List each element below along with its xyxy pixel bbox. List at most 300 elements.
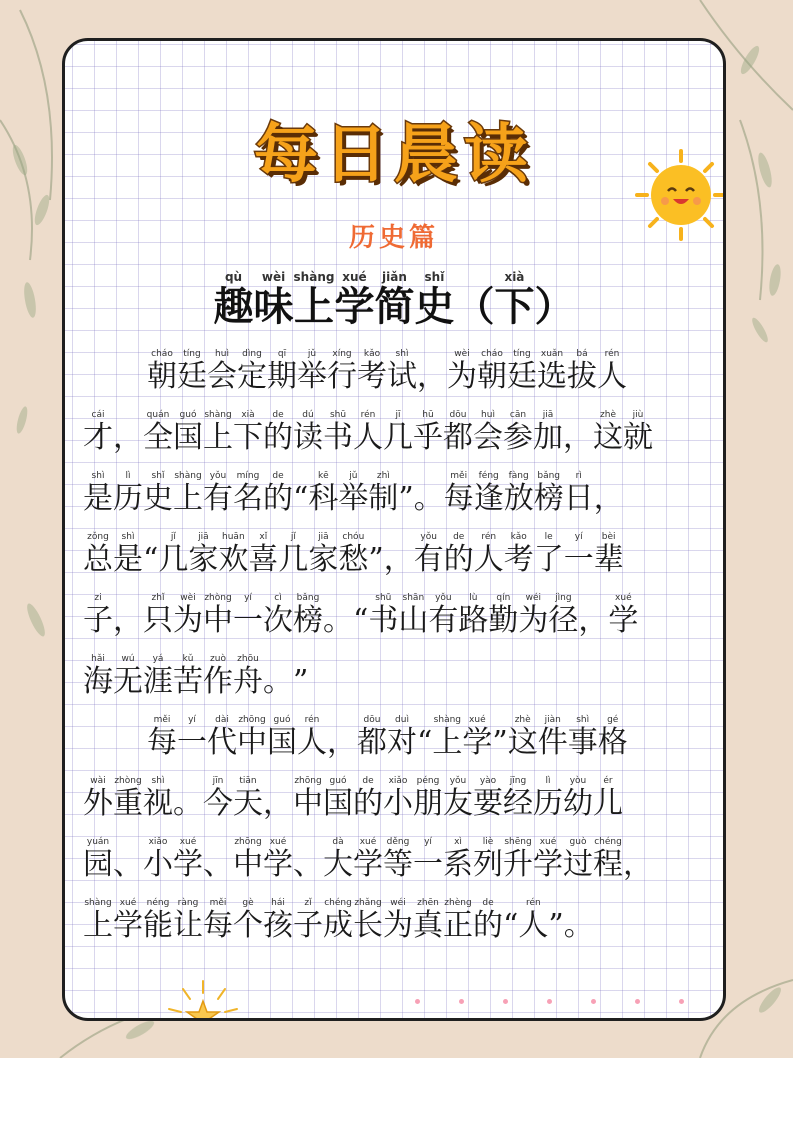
body-char: 升shēng: [503, 837, 533, 882]
body-char: 一yí: [563, 532, 594, 577]
body-pinyin: de: [263, 410, 293, 420]
body-char: “: [503, 908, 518, 943]
body-char: 正zhèng: [443, 898, 473, 943]
body-char: 欢huān: [218, 532, 249, 577]
body-char: 学xué: [608, 593, 639, 638]
body-char: 孩hái: [263, 898, 293, 943]
body-pinyin: fàng: [503, 471, 534, 481]
body-pinyin: shì: [143, 776, 173, 786]
body-pinyin: cháo: [477, 349, 507, 359]
body-pinyin: [578, 593, 608, 603]
body-char: 学xué: [173, 837, 203, 882]
body-pinyin: yǒu: [443, 776, 473, 786]
body-pinyin: zhèng: [443, 898, 473, 908]
body-char: 对duì: [387, 715, 417, 760]
body-char: 为wéi: [518, 593, 549, 638]
body-char: 是shì: [113, 532, 143, 577]
body-char: 。: [263, 664, 293, 699]
body-pinyin: [323, 593, 353, 603]
text-line: [83, 471, 624, 517]
body-pinyin: měi: [203, 898, 233, 908]
body-pinyin: zǐ: [293, 898, 323, 908]
body-char: 学xué: [263, 837, 293, 882]
body-pinyin: hū: [413, 410, 443, 420]
body-char: 大dà: [323, 837, 353, 882]
body-pinyin: liè: [473, 837, 503, 847]
body-char: 中zhōng: [237, 715, 267, 760]
body-char: 中zhōng: [293, 776, 323, 821]
heading-pinyin: shǐ: [414, 270, 455, 284]
body-pinyin: xià: [233, 410, 263, 420]
body-char: ，: [594, 481, 624, 516]
body-pinyin: duì: [387, 715, 417, 725]
heading-char: 简jiǎn: [374, 270, 415, 330]
text-line: [147, 349, 627, 395]
body-pinyin: xué: [462, 715, 493, 725]
body-char: 制zhì: [368, 471, 399, 516]
text-line: [83, 654, 308, 700]
body-pinyin: dài: [207, 715, 237, 725]
body-char: 。: [564, 908, 594, 943]
body-pinyin: huān: [218, 532, 249, 542]
body-char: 过guò: [563, 837, 593, 882]
body-pinyin: cì: [263, 593, 293, 603]
body-pinyin: dà: [323, 837, 353, 847]
body-char: ，: [384, 542, 414, 577]
body-char: 长zhǎng: [353, 898, 383, 943]
body-char: 上shàng: [173, 471, 203, 516]
body-char: 小xiǎo: [383, 776, 413, 821]
body-pinyin: [293, 471, 308, 481]
article-heading: [65, 271, 723, 332]
body-char: 苦kǔ: [173, 654, 203, 699]
heading-pinyin: [534, 270, 574, 284]
body-pinyin: bǎng: [293, 593, 323, 603]
body-pinyin: [263, 776, 293, 786]
body-pinyin: [113, 593, 143, 603]
body-pinyin: yǒu: [428, 593, 459, 603]
body-pinyin: jǐ: [158, 532, 189, 542]
body-char: 格gé: [597, 715, 628, 760]
body-pinyin: guó: [173, 410, 203, 420]
body-pinyin: rén: [597, 349, 627, 359]
body-pinyin: jǔ: [297, 349, 327, 359]
body-pinyin: xiǎo: [383, 776, 413, 786]
body-char: 读dú: [293, 410, 323, 455]
page-title: [65, 103, 723, 195]
body-pinyin: shàng: [432, 715, 463, 725]
body-pinyin: cái: [83, 410, 113, 420]
body-pinyin: yí: [413, 837, 443, 847]
body-char: 书shū: [368, 593, 399, 638]
body-char: “: [293, 481, 308, 516]
body-char: 全quán: [143, 410, 173, 455]
body-char: 都dōu: [443, 410, 473, 455]
body-pinyin: guò: [563, 837, 593, 847]
heading-pinyin: jiǎn: [374, 270, 415, 284]
body-char: 重zhòng: [113, 776, 143, 821]
body-pinyin: xuǎn: [537, 349, 567, 359]
body-pinyin: shì: [387, 349, 417, 359]
body-pinyin: shì: [113, 532, 143, 542]
body-pinyin: ér: [593, 776, 623, 786]
body-char: 试shì: [387, 349, 417, 394]
body-pinyin: ràng: [173, 898, 203, 908]
body-char: “: [417, 725, 432, 760]
body-char: 国guó: [323, 776, 353, 821]
heading-pinyin: wèi: [253, 270, 294, 284]
body-char: 等děng: [383, 837, 413, 882]
heading-char: 上shàng: [293, 270, 335, 330]
body-pinyin: kǎo: [357, 349, 387, 359]
body-char: 乎hū: [413, 410, 443, 455]
body-char: 次cì: [263, 593, 293, 638]
body-pinyin: bǎng: [533, 471, 564, 481]
body-char: 视shì: [143, 776, 173, 821]
page-title-text: 每日晨读: [254, 118, 534, 192]
body-char: 拔bá: [567, 349, 597, 394]
body-pinyin: wéi: [383, 898, 413, 908]
body-pinyin: bèi: [593, 532, 624, 542]
body-pinyin: tíng: [507, 349, 537, 359]
body-pinyin: dōu: [357, 715, 387, 725]
body-pinyin: rì: [563, 471, 594, 481]
body-char: ”: [398, 481, 413, 516]
body-char: 一yí: [413, 837, 443, 882]
body-pinyin: shàng: [203, 410, 233, 420]
body-char: 国guó: [173, 410, 203, 455]
body-char: 榜bǎng: [293, 593, 323, 638]
heading-char: ）: [534, 283, 574, 330]
body-pinyin: [564, 898, 594, 908]
body-pinyin: [143, 532, 158, 542]
body-char: 列liè: [473, 837, 503, 882]
body-char: 科kē: [308, 471, 339, 516]
body-char: 总zǒng: [83, 532, 113, 577]
body-pinyin: guó: [323, 776, 353, 786]
heading-char: 趣qù: [213, 270, 254, 330]
body-char: 每měi: [147, 715, 177, 760]
body-pinyin: jīng: [503, 776, 533, 786]
body-char: 作zuò: [203, 654, 233, 699]
body-char: ，: [113, 603, 143, 638]
body-pinyin: [353, 593, 368, 603]
body-pinyin: zhè: [507, 715, 538, 725]
body-pinyin: chéng: [323, 898, 353, 908]
body-pinyin: guó: [267, 715, 297, 725]
body-pinyin: zhōng: [237, 715, 267, 725]
body-pinyin: quán: [143, 410, 173, 420]
body-char: 几jǐ: [158, 532, 189, 577]
body-pinyin: yǒu: [413, 532, 444, 542]
body-pinyin: [113, 837, 143, 847]
body-pinyin: [263, 654, 293, 664]
body-char: 天tiān: [233, 776, 263, 821]
body-char: 加jiā: [533, 410, 563, 455]
body-pinyin: shàng: [83, 898, 113, 908]
body-char: 园yuán: [83, 837, 113, 882]
body-char: 径jìng: [548, 593, 579, 638]
heading-pinyin: xué: [334, 270, 375, 284]
body-pinyin: rén: [518, 898, 549, 908]
body-pinyin: shū: [323, 410, 353, 420]
body-char: 只zhǐ: [143, 593, 173, 638]
body-pinyin: [293, 654, 308, 664]
text-line: [83, 776, 623, 822]
text-line: [147, 715, 628, 761]
body-pinyin: jǐ: [278, 532, 309, 542]
body-char: 有yǒu: [413, 532, 444, 577]
body-char: 、: [293, 847, 323, 882]
body-char: 廷tíng: [177, 349, 207, 394]
body-char: 朝cháo: [147, 349, 177, 394]
heading-char: （: [454, 283, 494, 330]
body-pinyin: kǎo: [503, 532, 534, 542]
body-char: 上shàng: [83, 898, 113, 943]
body-pinyin: dìng: [237, 349, 267, 359]
body-char: 为wèi: [173, 593, 203, 638]
body-pinyin: zhè: [593, 410, 623, 420]
body-char: 真zhēn: [413, 898, 443, 943]
body-pinyin: xì: [443, 837, 473, 847]
body-char: 学xué: [462, 715, 493, 760]
body-pinyin: zhì: [368, 471, 399, 481]
body-char: 儿ér: [593, 776, 623, 821]
text-line: [83, 532, 624, 578]
body-char: ”: [548, 908, 563, 943]
body-char: 海hǎi: [83, 654, 113, 699]
body-pinyin: zuò: [203, 654, 233, 664]
body-char: ，: [263, 786, 293, 821]
body-char: 事shì: [567, 715, 598, 760]
body-pinyin: lì: [533, 776, 563, 786]
body-pinyin: [417, 715, 432, 725]
body-char: 让ràng: [173, 898, 203, 943]
body-char: 举jǔ: [297, 349, 327, 394]
body-pinyin: qín: [488, 593, 519, 603]
body-pinyin: xǐ: [248, 532, 279, 542]
body-pinyin: yá: [143, 654, 173, 664]
body-char: ”: [368, 542, 383, 577]
heading-pinyin: xià: [494, 270, 535, 284]
body-char: 逢féng: [473, 471, 504, 516]
body-char: 人rén: [597, 349, 627, 394]
body-pinyin: de: [443, 532, 474, 542]
body-pinyin: xué: [113, 898, 143, 908]
body-char: 日rì: [563, 471, 594, 516]
body-pinyin: wéi: [518, 593, 549, 603]
body-pinyin: zhōu: [233, 654, 263, 664]
body-char: 。: [414, 481, 444, 516]
body-pinyin: zhēn: [413, 898, 443, 908]
body-pinyin: [492, 715, 507, 725]
body-char: ，: [327, 725, 357, 760]
body-char: 学xué: [353, 837, 383, 882]
sun-icon: [635, 149, 726, 245]
body-pinyin: bá: [567, 349, 597, 359]
body-pinyin: de: [473, 898, 503, 908]
body-pinyin: [503, 898, 518, 908]
body-pinyin: huì: [207, 349, 237, 359]
body-pinyin: xué: [263, 837, 293, 847]
body-char: 放fàng: [503, 471, 534, 516]
body-pinyin: xíng: [327, 349, 357, 359]
body-char: 幼yòu: [563, 776, 593, 821]
body-char: 子zǐ: [293, 898, 323, 943]
body-pinyin: rén: [297, 715, 327, 725]
body-char: 的de: [353, 776, 383, 821]
body-pinyin: [398, 471, 413, 481]
body-pinyin: měi: [147, 715, 177, 725]
body-pinyin: zi: [83, 593, 113, 603]
body-pinyin: zhǎng: [353, 898, 383, 908]
body-char: 会huì: [473, 410, 503, 455]
body-char: ，: [113, 420, 143, 455]
body-pinyin: [173, 776, 203, 786]
body-char: 名míng: [233, 471, 263, 516]
body-char: ，: [417, 359, 447, 394]
body-pinyin: néng: [143, 898, 173, 908]
body-char: 都dōu: [357, 715, 387, 760]
text-line: [83, 837, 653, 883]
body-char: 有yǒu: [428, 593, 459, 638]
body-pinyin: yòu: [563, 776, 593, 786]
body-char: “: [143, 542, 158, 577]
body-pinyin: gé: [597, 715, 628, 725]
body-char: 每měi: [203, 898, 233, 943]
body-pinyin: chóu: [338, 532, 369, 542]
body-pinyin: [623, 837, 653, 847]
body-pinyin: měi: [443, 471, 474, 481]
body-char: 下xià: [233, 410, 263, 455]
body-pinyin: shì: [567, 715, 598, 725]
body-pinyin: [563, 410, 593, 420]
text-line: [83, 593, 638, 639]
body-char: 就jiù: [623, 410, 653, 455]
heading-char: 学xué: [334, 270, 375, 330]
body-pinyin: jìng: [548, 593, 579, 603]
body-char: 要yào: [473, 776, 503, 821]
body-char: 人rén: [353, 410, 383, 455]
body-char: 路lù: [458, 593, 489, 638]
body-pinyin: de: [263, 471, 293, 481]
body-pinyin: zhōng: [233, 837, 263, 847]
body-char: 是shì: [83, 471, 113, 516]
body-char: “: [353, 603, 368, 638]
body-char: 参cān: [503, 410, 533, 455]
body-char: 程chéng: [593, 837, 623, 882]
body-pinyin: xué: [533, 837, 563, 847]
body-char: 举jǔ: [338, 471, 369, 516]
body-char: 书shū: [323, 410, 353, 455]
body-pinyin: [368, 532, 383, 542]
body-char: 一yí: [177, 715, 207, 760]
body-char: 山shān: [398, 593, 429, 638]
body-pinyin: kǔ: [173, 654, 203, 664]
body-pinyin: jiā: [188, 532, 219, 542]
grid-paper-card: [62, 38, 726, 1021]
body-pinyin: yí: [233, 593, 263, 603]
body-pinyin: jiā: [533, 410, 563, 420]
body-pinyin: zhōng: [293, 776, 323, 786]
body-pinyin: hái: [263, 898, 293, 908]
body-char: 期qī: [267, 349, 297, 394]
body-char: 、: [113, 847, 143, 882]
body-pinyin: jiù: [623, 410, 653, 420]
body-char: 行xíng: [327, 349, 357, 394]
body-char: 选xuǎn: [537, 349, 567, 394]
body-pinyin: xué: [173, 837, 203, 847]
body-char: 勤qín: [488, 593, 519, 638]
body-char: 辈bèi: [593, 532, 624, 577]
body-char: ”: [293, 664, 308, 699]
body-pinyin: [414, 471, 444, 481]
body-pinyin: děng: [383, 837, 413, 847]
body-char: 代dài: [207, 715, 237, 760]
body-char: 这zhè: [507, 715, 538, 760]
body-pinyin: hǎi: [83, 654, 113, 664]
sparkle-star-icon: [163, 979, 243, 1021]
body-char: 的de: [263, 410, 293, 455]
body-pinyin: jī: [383, 410, 413, 420]
body-char: 无wú: [113, 654, 143, 699]
text-line: [83, 898, 594, 944]
body-char: 舟zhōu: [233, 654, 263, 699]
body-char: 成chéng: [323, 898, 353, 943]
heading-pinyin: [454, 270, 494, 284]
body-char: 经jīng: [503, 776, 533, 821]
body-pinyin: gè: [233, 898, 263, 908]
body-pinyin: wèi: [447, 349, 477, 359]
body-pinyin: zhòng: [203, 593, 233, 603]
body-char: 的de: [443, 532, 474, 577]
body-char: 朋péng: [413, 776, 443, 821]
body-pinyin: yǒu: [203, 471, 233, 481]
body-pinyin: [594, 471, 624, 481]
body-pinyin: [417, 349, 447, 359]
body-pinyin: cān: [503, 410, 533, 420]
body-char: 了le: [533, 532, 564, 577]
text-line: [83, 410, 653, 456]
body-pinyin: dú: [293, 410, 323, 420]
body-char: 考kǎo: [503, 532, 534, 577]
body-char: 件jiàn: [537, 715, 568, 760]
body-char: 喜xǐ: [248, 532, 279, 577]
body-pinyin: yí: [177, 715, 207, 725]
body-pinyin: qī: [267, 349, 297, 359]
body-pinyin: zǒng: [83, 532, 113, 542]
body-pinyin: tíng: [177, 349, 207, 359]
body-char: 这zhè: [593, 410, 623, 455]
body-pinyin: xiǎo: [143, 837, 173, 847]
body-pinyin: shēng: [503, 837, 533, 847]
body-char: 友yǒu: [443, 776, 473, 821]
body-char: 人rén: [518, 898, 549, 943]
body-pinyin: yí: [563, 532, 594, 542]
heading-char: 下xià: [494, 270, 535, 330]
body-pinyin: [113, 410, 143, 420]
body-pinyin: tiān: [233, 776, 263, 786]
body-char: 的de: [473, 898, 503, 943]
body-char: 每měi: [443, 471, 474, 516]
body-pinyin: lì: [113, 471, 143, 481]
body-char: 历lì: [533, 776, 563, 821]
body-pinyin: shì: [83, 471, 113, 481]
body-pinyin: shū: [368, 593, 399, 603]
body-char: 才cái: [83, 410, 113, 455]
body-pinyin: [327, 715, 357, 725]
body-char: 今jīn: [203, 776, 233, 821]
